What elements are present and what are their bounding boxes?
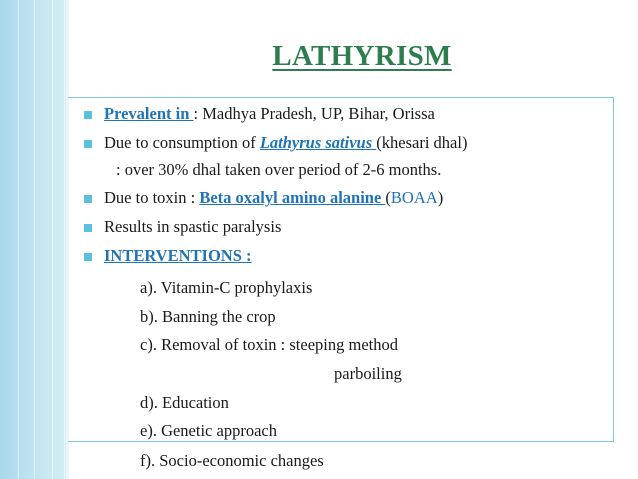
toxin-abbreviation: BOAA (390, 188, 438, 207)
bullet-marker (84, 140, 92, 148)
interventions-label: INTERVENTIONS : (104, 246, 252, 265)
bullet-interventions (104, 246, 252, 266)
consumption-continuation: : over 30% dhal taken over period of 2-6 months. (116, 160, 442, 179)
intervention-item: e). Genetic approach (140, 421, 277, 440)
intervention-item: d). Education (140, 393, 229, 412)
intervention-item: b). Banning the crop (140, 307, 276, 326)
paren-open: ( (385, 188, 391, 207)
bullet-marker (84, 111, 92, 119)
species-name: Lathyrus sativus (259, 133, 377, 152)
toxin-name: Beta oxalyl amino alanine (199, 188, 386, 207)
bullet-marker (84, 195, 92, 203)
decorative-side-panel (0, 0, 68, 479)
bullet-marker (84, 253, 92, 261)
prevalent-label: Prevalent in (104, 104, 194, 123)
paren-close: ) (437, 188, 444, 207)
consumption-text-post: (khesari dhal) (376, 133, 468, 152)
intervention-item: c). Removal of toxin : steeping method (140, 335, 398, 354)
slide-title: LATHYRISM (272, 40, 452, 72)
toxin-text-pre: Due to toxin : (104, 188, 200, 207)
prevalent-text: : Madhya Pradesh, UP, Bihar, Orissa (193, 104, 435, 123)
intervention-item: parboiling (334, 364, 402, 383)
consumption-text-pre: Due to consumption of (104, 133, 260, 152)
intervention-item: f). Socio-economic changes (140, 451, 324, 470)
intervention-item: a). Vitamin-C prophylaxis (140, 278, 313, 297)
bullet-paralysis: Results in spastic paralysis (104, 217, 282, 236)
bullet-consumption (104, 133, 467, 153)
bullet-prevalent (104, 104, 435, 124)
bullet-marker (84, 224, 92, 232)
bullet-toxin (104, 188, 443, 208)
